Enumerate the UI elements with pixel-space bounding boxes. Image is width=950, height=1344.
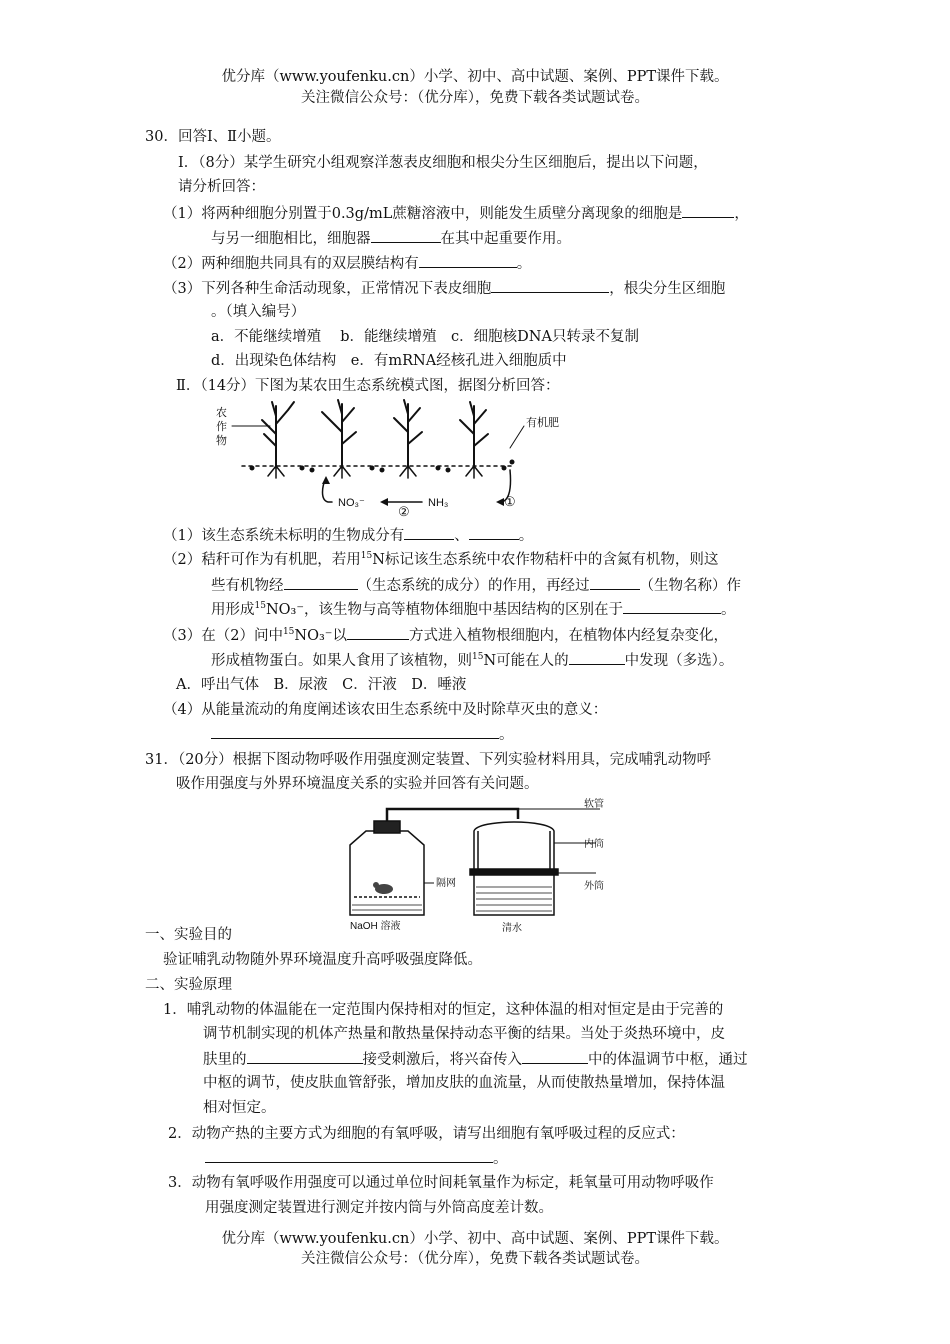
q30-part1-q3-cont: 。（填入编号） — [211, 304, 306, 320]
crop-label-2: 作 — [216, 421, 227, 433]
isotope-superscript: 15 — [282, 627, 295, 638]
q30-part2-q2 — [163, 550, 718, 570]
principle-1-cont-2 — [203, 1049, 748, 1070]
q30-part2-q3-text3: 方式进入植物根细胞内，在植物体内经复杂变化， — [408, 628, 728, 644]
hose-label: 软管 — [584, 799, 604, 810]
q30-part2-q3 — [163, 625, 728, 646]
q30-part1-q3-text: （3）下列各种生命活动现象，正常情况下表皮细胞 — [163, 281, 492, 297]
q30-part1-q1-comma: ， — [734, 206, 749, 222]
q30-part1-q1-cont — [211, 228, 571, 249]
answer-blank[interactable] — [371, 228, 441, 243]
q30-title: 30．回答Ⅰ、Ⅱ小题。 — [145, 129, 281, 145]
answer-blank[interactable] — [491, 278, 609, 293]
q30-part2-q3-cont-text2: N可能在人的 — [483, 653, 569, 669]
isotope-superscript: 15 — [254, 601, 266, 612]
farmland-ecosystem-figure — [212, 396, 602, 518]
principle-1: 1．哺乳动物的体温能在一定范围内保持相对的恒定，这种体温的相对恒定是由于完善的 — [163, 1002, 724, 1018]
apparatus-diagram — [338, 797, 618, 937]
answer-blank[interactable] — [284, 575, 358, 590]
answer-blank[interactable] — [247, 1049, 363, 1064]
farmland-diagram — [212, 396, 602, 518]
q30-part2-q2-cont2 — [211, 599, 736, 620]
q30-part2-q3-cont-text: 形成植物蛋白。如果人食用了该植物，则 — [211, 653, 472, 669]
outer-cylinder-label: 外筒 — [584, 881, 604, 892]
q30-part2-q4: （4）从能量流动的角度阐述该农田生态系统中及时除草灭虫的意义： — [163, 702, 608, 718]
isotope-superscript: 15 — [472, 652, 484, 663]
q30-part2-intro: Ⅱ．（14分）下图为某农田生态系统模式图，据图分析回答： — [176, 378, 560, 394]
q30-part2-q4-answer — [211, 724, 514, 745]
q30-part1-intro: Ⅰ．（8分）某学生研究小组观察洋葱表皮细胞和根尖分生区细胞后，提出以下问题， — [178, 155, 708, 171]
q30-part1-intro-cont: 请分析回答： — [178, 179, 265, 195]
q30-part2-q3-cont-text3: 中发现（多选）。 — [624, 653, 734, 669]
q30-part2-q2-cont2-text2: NO₃⁻，该生物与高等植物体细胞中基因结构的区别在于 — [265, 602, 623, 618]
q30-part1-q1-cont-end: 在其中起重要作用。 — [440, 231, 571, 247]
q30-part2-q3-options: A．呼出气体 B．尿液 C．汗液 D．唾液 — [176, 677, 467, 693]
q30-part2-q2-text: （2）秸秆可作为有机肥，若用 — [163, 552, 361, 568]
header-line-2: 关注微信公众号：（优分库），免费下载各类试题试卷。 — [301, 90, 649, 106]
answer-blank[interactable] — [682, 203, 734, 218]
principle-2-end: 。 — [493, 1151, 508, 1167]
answer-blank[interactable] — [469, 525, 519, 540]
q30-part1-q2 — [163, 253, 531, 274]
footer-line-2: 关注微信公众号：（优分库），免费下载各类试题试卷。 — [301, 1251, 649, 1267]
answer-blank[interactable] — [419, 253, 517, 268]
answer-blank[interactable] — [590, 575, 640, 590]
q30-part2-q3-text: （3）在（2）问中 — [163, 628, 283, 644]
principle-3-cont: 用强度测定装置进行测定并按内筒与外筒高度差计数。 — [205, 1200, 553, 1216]
q31-title-cont: 吸作用强度与外界环境温度关系的实验并回答有关问题。 — [176, 776, 539, 792]
respiration-apparatus-figure — [338, 797, 618, 937]
answer-blank[interactable] — [211, 724, 499, 739]
q30-part1-q3-text2: ，根尖分生区细胞 — [609, 281, 726, 297]
principle-1-cont-2-text3: 中的体温调节中枢，通过 — [588, 1052, 748, 1068]
water-label: 清水 — [502, 923, 522, 934]
q30-part2-q4-end: 。 — [499, 727, 514, 743]
principle-1-cont-2-text: 肤里的 — [203, 1052, 247, 1068]
crop-label-3: 物 — [216, 435, 227, 447]
principle-2-answer — [205, 1148, 508, 1169]
q30-part2-q2-cont-text2: （生态系统的成分）的作用，再经过 — [357, 578, 590, 594]
q30-options-line-2: d．出现染色体结构 e．有mRNA经核孔进入细胞质中 — [211, 353, 567, 369]
answer-blank[interactable] — [569, 650, 625, 665]
step-2-label: ② — [398, 504, 410, 518]
q30-part1-q2-end: 。 — [516, 256, 532, 272]
answer-blank[interactable] — [623, 599, 721, 614]
answer-blank[interactable] — [522, 1049, 588, 1064]
header-line-1: 优分库（www.youfenku.cn）小学、初中、高中试题、案例、PPT课件下载。 — [221, 69, 729, 85]
q30-part2-q3-text2: NO₃⁻以 — [294, 628, 347, 644]
q30-part2-q3-cont — [211, 650, 733, 671]
q30-part2-q1-end: 。 — [518, 528, 534, 544]
principle-1-cont-1: 调节机制实现的机体产热量和散热量保持动态平衡的结果。当处于炎热环境中，皮 — [203, 1026, 725, 1042]
section-2-title: 二、实验原理 — [145, 977, 232, 993]
answer-blank[interactable] — [347, 625, 409, 640]
isotope-superscript: 15 — [360, 551, 373, 562]
q31-title: 31．（20分）根据下图动物呼吸作用强度测定装置、下列实验材料用具，完成哺乳动物呼 — [145, 752, 712, 768]
q30-part2-q1-text: （1）该生态系统未标明的生物成分有 — [163, 528, 405, 544]
answer-blank[interactable] — [404, 525, 454, 540]
nh3-label: NH₃ — [428, 497, 449, 509]
crop-label-1: 农 — [216, 407, 227, 419]
answer-blank[interactable] — [205, 1148, 493, 1163]
q30-part2-q2-cont-text3: （生物名称）作 — [639, 578, 741, 594]
step-1-label: ① — [504, 494, 516, 509]
q30-part1-q1 — [163, 203, 749, 224]
q30-part2-q2-cont2-end: 。 — [721, 602, 736, 618]
naoh-label: NaOH 溶液 — [350, 921, 401, 932]
q30-part2-q2-cont-text: 些有机物经 — [211, 578, 284, 594]
q30-part2-q1 — [163, 525, 533, 546]
q30-part1-q1-text: （1）将两种细胞分别置于0.3g/mL蔗糖溶液中，则能发生质壁分离现象的细胞是 — [163, 206, 683, 222]
q30-part2-q2-cont — [211, 575, 741, 596]
inner-cylinder-label: 内筒 — [584, 839, 604, 850]
section-1-text: 验证哺乳动物随外界环境温度升高呼吸强度降低。 — [163, 952, 482, 968]
mesh-label: 隔网 — [436, 878, 456, 889]
q30-part1-q2-text: （2）两种细胞共同具有的双层膜结构有 — [163, 256, 419, 272]
fertilizer-label: 有机肥 — [526, 417, 559, 429]
q30-part1-q1-cont-text: 与另一细胞相比，细胞器 — [211, 231, 371, 247]
q30-part2-q2-cont2-text: 用形成 — [211, 602, 255, 618]
no3-label: NO₃⁻ — [338, 497, 365, 509]
principle-1-cont-3: 中枢的调节，使皮肤血管舒张，增加皮肤的血流量，从而使散热量增加，保持体温 — [203, 1075, 725, 1091]
principle-2: 2．动物产热的主要方式为细胞的有氧呼吸，请写出细胞有氧呼吸过程的反应式： — [168, 1126, 685, 1142]
q30-part1-q3 — [163, 278, 725, 299]
q30-part2-q1-sep: 、 — [454, 528, 469, 544]
principle-3: 3．动物有氧呼吸作用强度可以通过单位时间耗氧量作为标定，耗氧量可用动物呼吸作 — [168, 1175, 714, 1191]
q30-options-line-1: a．不能继续增殖 b．能继续增殖 c．细胞核DNA只转录不复制 — [211, 329, 639, 345]
principle-1-cont-2-text2: 接受刺激后，将兴奋传入 — [362, 1052, 522, 1068]
q30-part2-q2-text2: N标记该生态系统中农作物秸杆中的含氮有机物，则这 — [372, 552, 719, 568]
footer-line-1: 优分库（www.youfenku.cn）小学、初中、高中试题、案例、PPT课件下载。 — [221, 1231, 729, 1247]
section-1-title: 一、实验目的 — [145, 927, 232, 943]
principle-1-cont-4: 相对恒定。 — [203, 1100, 276, 1116]
